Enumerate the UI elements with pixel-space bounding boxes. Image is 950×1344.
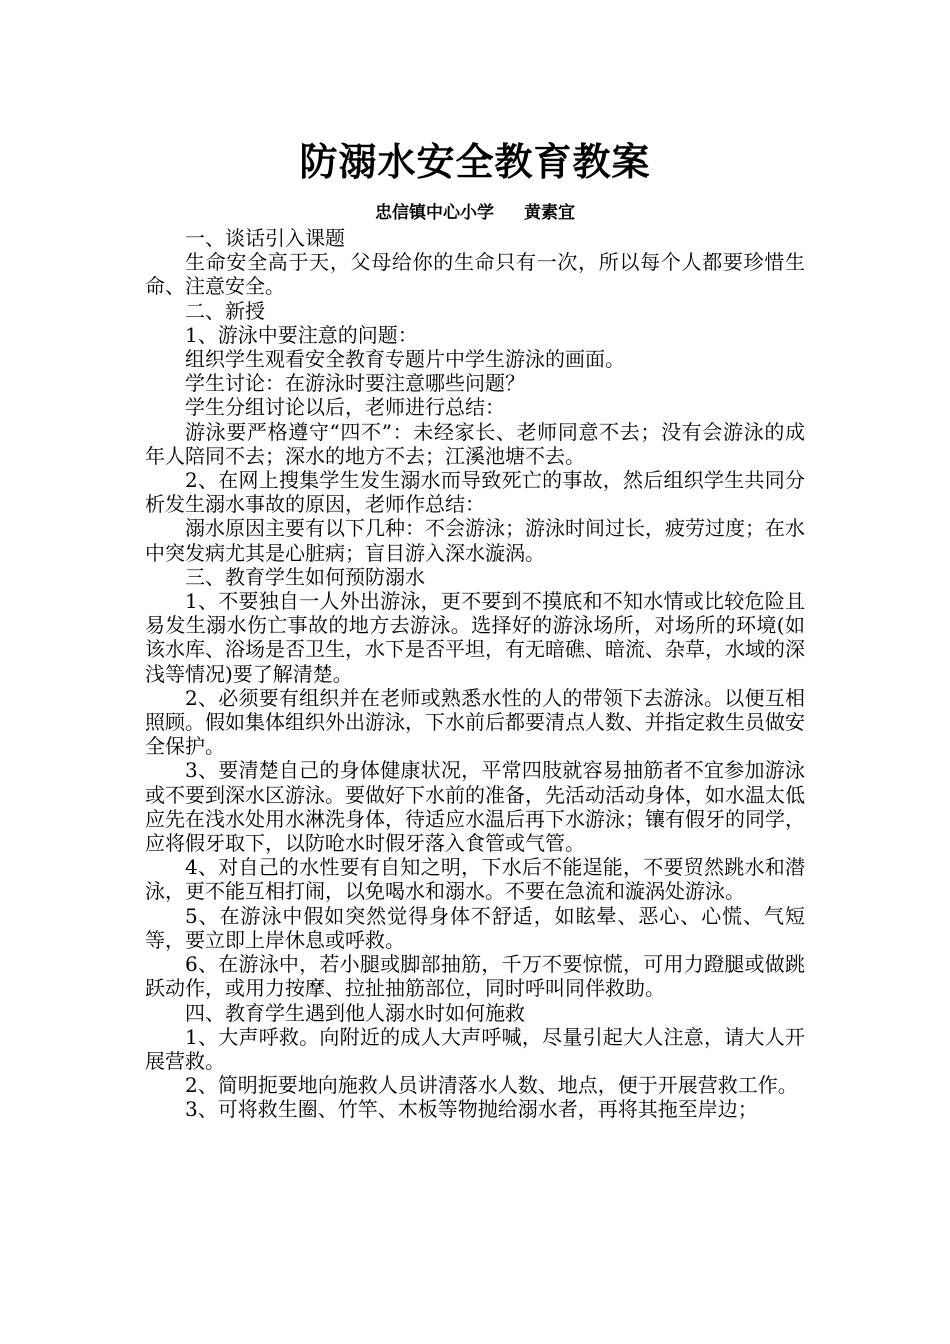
document-body bbox=[145, 226, 805, 1122]
body-paragraph: 学生讨论：在游泳时要注意哪些问题？ bbox=[185, 371, 525, 396]
list-item: 1、大声呼救。向附近的成人大声呼喊，尽量引起大人注意，请大人开展营救。 bbox=[145, 1024, 805, 1073]
list-item: 3、可将救生圈、竹竿、木板等物抛给溺水者，再将其拖至岸边； bbox=[185, 1097, 758, 1122]
body-paragraph: 溺水原因主要有以下几种：不会游泳；游泳时间过长，疲劳过度；在水中突发病尤其是心脏病；盲目游入深水漩涡。 bbox=[145, 516, 805, 565]
author-line bbox=[145, 200, 805, 226]
body-paragraph: 组织学生观看安全教育专题片中学生游泳的画面。 bbox=[185, 347, 625, 372]
author-school: 忠信镇中心小学 bbox=[375, 203, 494, 223]
section-heading: 二、新授 bbox=[185, 298, 265, 323]
section-heading: 一、谈话引入课题 bbox=[185, 226, 345, 250]
body-paragraph: 游泳要严格遵守“四不”：未经家长、老师同意不去；没有会游泳的成年人陪同不去；深水的地方不去；江溪池塘不去。 bbox=[145, 419, 805, 468]
body-paragraph: 学生分组讨论以后，老师进行总结： bbox=[185, 395, 505, 420]
author-name: 黄素宜 bbox=[524, 203, 575, 223]
section-heading: 三、教育学生如何预防溺水 bbox=[185, 564, 425, 589]
list-item: 3、要清楚自己的身体健康状况，平常四肢就容易抽筋者不宜参加游泳或不要到深水区游泳。要做好下水前的准备，先活动活动身体，如水温太低应先在浅水处用水淋洗身体，待适应水温后再下水游泳；镶有假牙的同学，应将假牙取下，以防呛水时假牙落入食管或气管。 bbox=[145, 758, 805, 856]
list-item: 2、必须要有组织并在老师或熟悉水性的人的带领下去游泳。以便互相照顾。假如集体组织外出游泳，下水前后都要清点人数、并指定救生员做安全保护。 bbox=[145, 685, 805, 759]
list-item: 5、在游泳中假如突然觉得身体不舒适，如眩晕、恶心、心慌、气短等，要立即上岸休息或呼救。 bbox=[145, 903, 805, 952]
subsection-heading: 1、游泳中要注意的问题： bbox=[185, 322, 418, 347]
list-item: 1、不要独自一人外出游泳，更不要到不摸底和不知水情或比较危险且易发生溺水伤亡事故的地方去游泳。选择好的游泳场所，对场所的环境(如该水库、浴场是否卫生，水下是否平坦，有无暗礁、暗流、杂草，水域的深浅等情况)要了解清楚。 bbox=[145, 589, 805, 686]
section-heading: 四、教育学生遇到他人溺水时如何施救 bbox=[185, 1000, 525, 1025]
body-paragraph: 生命安全高于天，父母给你的生命只有一次，所以每个人都要珍惜生命、注意安全。 bbox=[145, 250, 805, 299]
body-paragraph: 2、在网上搜集学生发生溺水而导致死亡的事故，然后组织学生共同分析发生溺水事故的原因，老师作总结： bbox=[145, 468, 805, 517]
document-page bbox=[145, 138, 805, 1122]
list-item: 6、在游泳中，若小腿或脚部抽筋，千万不要惊慌，可用力蹬腿或做跳跃动作，或用力按摩、拉扯抽筋部位，同时呼叫同伴救助。 bbox=[145, 952, 805, 1001]
list-item: 4、对自己的水性要有自知之明，下水后不能逞能，不要贸然跳水和潜泳，更不能互相打闹，以免喝水和溺水。不要在急流和漩涡处游泳。 bbox=[145, 855, 805, 904]
list-item: 2、简明扼要地向施救人员讲清落水人数、地点，便于开展营救工作。 bbox=[185, 1073, 798, 1098]
document-title: 防溺水安全教育教案 bbox=[299, 139, 651, 184]
